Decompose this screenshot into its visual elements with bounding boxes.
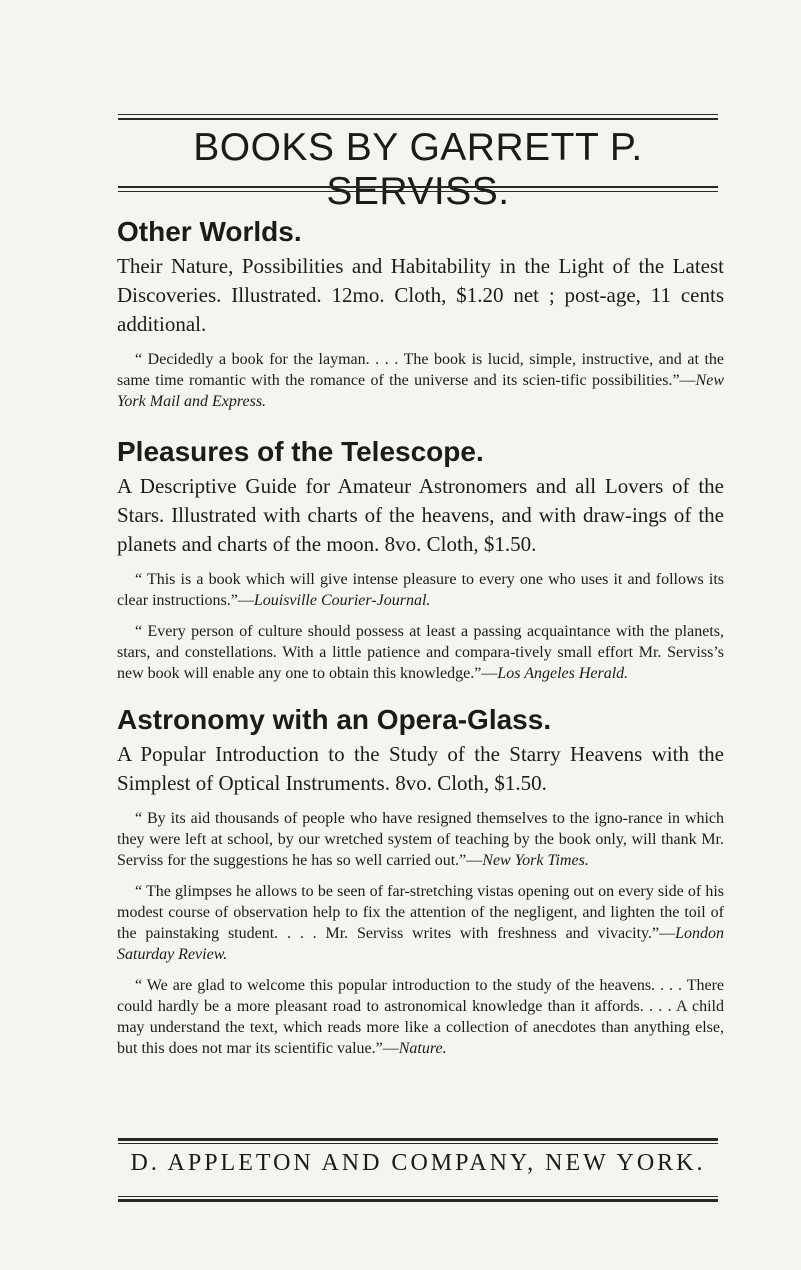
footer-rule-bottom	[118, 1196, 718, 1197]
publisher-imprint: D. APPLETON AND COMPANY, NEW YORK.	[130, 1150, 706, 1176]
review-quote	[117, 349, 724, 412]
book-title: Other Worlds.	[117, 216, 302, 247]
review-text: “ Decidedly a book for the layman. . . . The book is lucid, simple, instructive, and at the same time romantic with the romance of the universe and its scien-tific possibilities.”—	[117, 351, 724, 389]
header-rule-bottom-thick	[118, 186, 718, 188]
review-text: “ Every person of culture should possess at least a passing acquaintance with the planets, stars, and constellations. With a little patience and compara-tively small effort Mr. Serviss’s new book will enable any one to obtain this knowledge.”—	[117, 623, 724, 682]
header-rule-bottom	[118, 191, 718, 192]
review-source: London Saturday Review.	[117, 925, 724, 963]
review-quote	[117, 881, 724, 965]
review-text: “ The glimpses he allows to be seen of far-stretching vistas opening out on every side of his modest course of observation help to fix the attention of the negligent, and lighten the toil of the painstaking student. . . . Mr. Serviss writes with freshness and vivacity.”—	[117, 883, 724, 942]
review-source: Los Angeles Herald.	[497, 665, 629, 682]
review-quote	[117, 621, 724, 684]
book-description: Their Nature, Possibilities and Habitability in the Light of the Latest Discoveries. Illustrated. 12mo. Cloth, $1.20 net ; post-age, 11 cents additional.	[117, 254, 724, 336]
header-rule-top	[118, 114, 718, 115]
book-list	[117, 216, 724, 1069]
book-description: A Descriptive Guide for Amateur Astronomers and all Lovers of the Stars. Illustrated with charts of the heavens, and with draw-ings of the planets and charts of the moon. 8vo. Cloth, $1.50.	[117, 474, 724, 556]
review-quote	[117, 975, 724, 1059]
footer-rule-bottom-thick	[118, 1199, 718, 1202]
review-text: “ This is a book which will give intense pleasure to every one who uses it and follows its clear instructions.”—	[117, 571, 724, 609]
book-title: Pleasures of the Telescope.	[117, 436, 484, 467]
book-entry-other-worlds	[117, 216, 724, 412]
review-source: New York Mail and Express.	[117, 372, 724, 410]
review-text: “ We are glad to welcome this popular introduction to the study of the heavens. . . . There could hardly be a more pleasant road to astronomical knowledge than it affords. . . . A child may understand the text, which reads more like a collection of anecdotes than anything else, but this does not mar its scientific value.”—	[117, 977, 724, 1057]
book-entry-astronomy-with-an-opera-glass	[117, 704, 724, 1059]
review-quote	[117, 569, 724, 611]
page-header: BOOKS BY GARRETT P.	[193, 126, 643, 169]
review-text: “ By its aid thousands of people who have resigned themselves to the igno-rance in which they were left at school, by our wretched system of teaching by the book only, will thank Mr. Serviss for the suggestions he has so well carried out.”—	[117, 810, 724, 869]
review-source: Louisville Courier-Journal.	[253, 592, 431, 609]
header-rule-top-thick	[118, 118, 718, 120]
footer-rule-top	[118, 1143, 718, 1144]
review-source: New York Times.	[482, 852, 589, 869]
review-source: Nature.	[398, 1040, 447, 1057]
book-description: A Popular Introduction to the Study of the Starry Heavens with the Simplest of Optical Instruments. 8vo. Cloth, $1.50.	[117, 742, 724, 795]
review-quote	[117, 808, 724, 871]
footer-rule-top-thick	[118, 1138, 718, 1141]
book-title: Astronomy with an Opera-Glass.	[117, 704, 552, 735]
book-entry-pleasures-of-the-telescope	[117, 436, 724, 684]
